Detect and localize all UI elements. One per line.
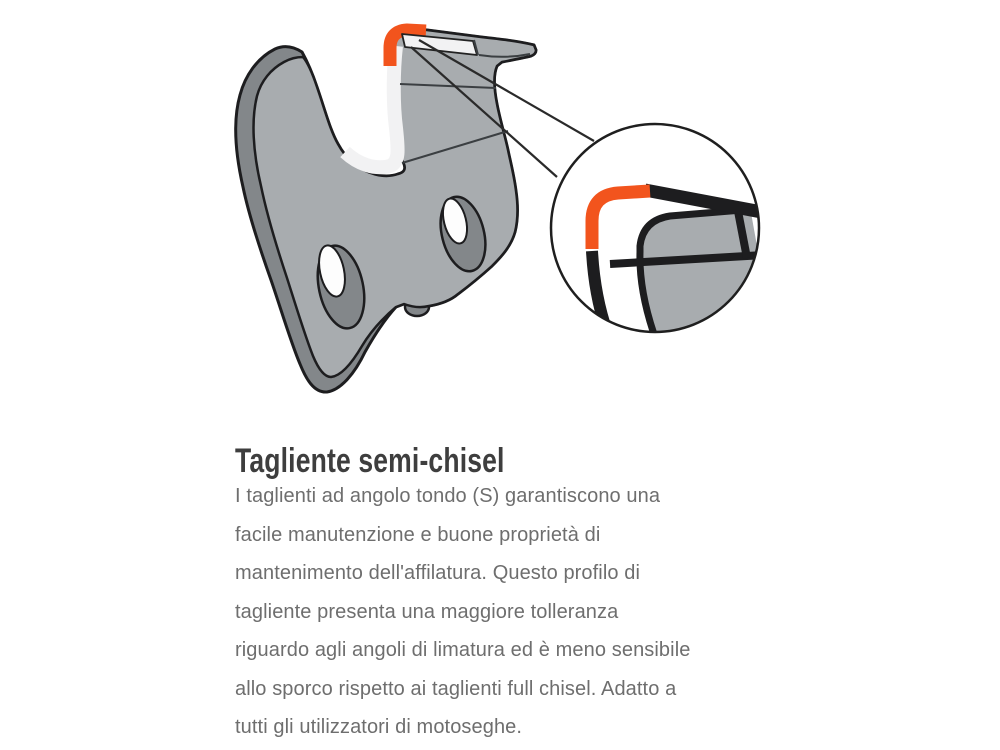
paragraph-line: facile manutenzione e buone proprietà di [235, 523, 601, 546]
cutter-diagram [225, 8, 785, 412]
paragraph-line: I taglienti ad angolo tondo (S) garantiscono una [235, 485, 661, 507]
paragraph-line: allo sporco rispetto ai taglienti full chisel. Adatto a [235, 677, 677, 700]
paragraph-line: riguardo agli angoli di limatura ed è meno sensibile [235, 639, 691, 661]
paragraph-line: mantenimento dell'affilatura. Questo profilo di [235, 562, 641, 584]
section-paragraph [235, 477, 690, 747]
section-heading: Tagliente semi-chisel [235, 441, 505, 480]
lens-face [640, 206, 785, 366]
paragraph-line: tagliente presenta una maggiore tolleranza [235, 600, 619, 623]
paragraph-line: tutti gli utilizzatori di motoseghe. [235, 716, 523, 738]
